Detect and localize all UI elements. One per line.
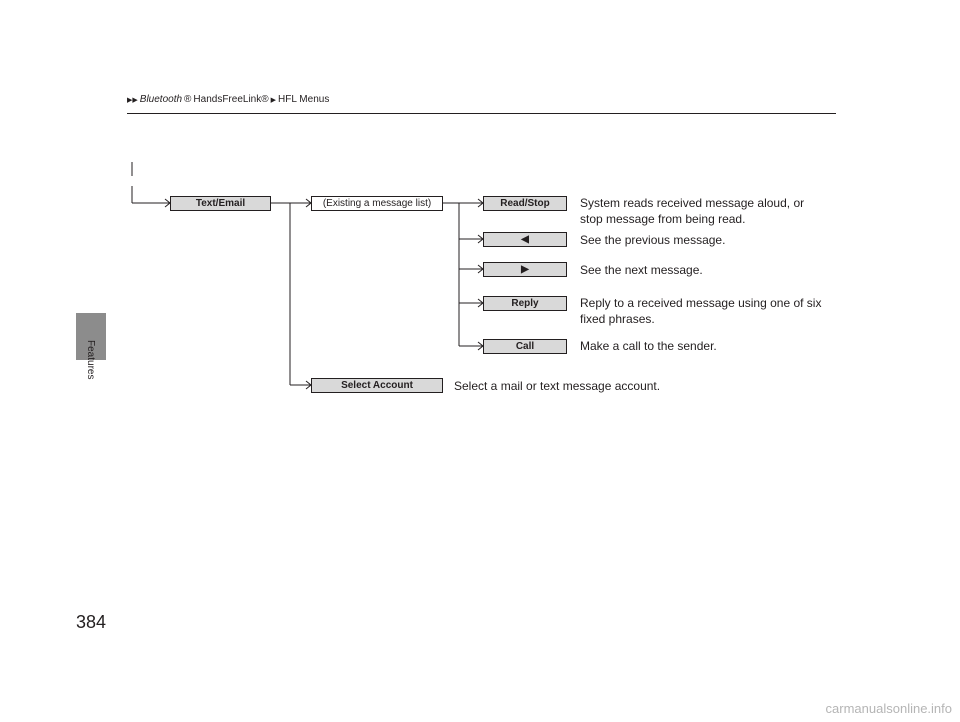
watermark: carmanualsonline.info — [825, 701, 952, 716]
registered-mark: ® — [184, 94, 192, 105]
desc-next: See the next message. — [580, 263, 703, 277]
section-label: Features — [85, 340, 96, 380]
page-number: 384 — [76, 612, 107, 632]
desc-reply — [580, 295, 821, 327]
desc-read-stop-line1: System reads received message aloud, or — [580, 196, 805, 210]
menu-reply: Reply — [483, 296, 567, 311]
desc-reply-line2: fixed phrases. — [580, 312, 655, 326]
desc-call: Make a call to the sender. — [580, 339, 717, 353]
breadcrumb-bluetooth: Bluetooth — [139, 94, 183, 105]
menu-read-stop: Read/Stop — [483, 196, 567, 211]
menu-next: ▶ — [483, 262, 567, 277]
arrow-icon: ▶ — [270, 96, 276, 104]
desc-previous: See the previous message. — [580, 233, 726, 247]
desc-select-account: Select a mail or text message account. — [454, 379, 661, 393]
desc-read-stop-line2: stop message from being read. — [580, 212, 746, 226]
desc-reply-line1: Reply to a received message using one of six — [580, 296, 822, 310]
menu-previous: ◀ — [483, 232, 567, 247]
menu-call: Call — [483, 339, 567, 354]
menu-text-email: Text/Email — [170, 196, 271, 211]
menu-select-account: Select Account — [311, 378, 443, 393]
desc-read-stop — [580, 195, 804, 227]
breadcrumb-menus: HFL Menus — [278, 94, 330, 105]
breadcrumb-hfl: HandsFreeLink® — [193, 94, 269, 105]
double-arrow-icon: ▶▶ — [127, 96, 138, 104]
menu-message-list: (Existing a message list) — [311, 196, 443, 211]
